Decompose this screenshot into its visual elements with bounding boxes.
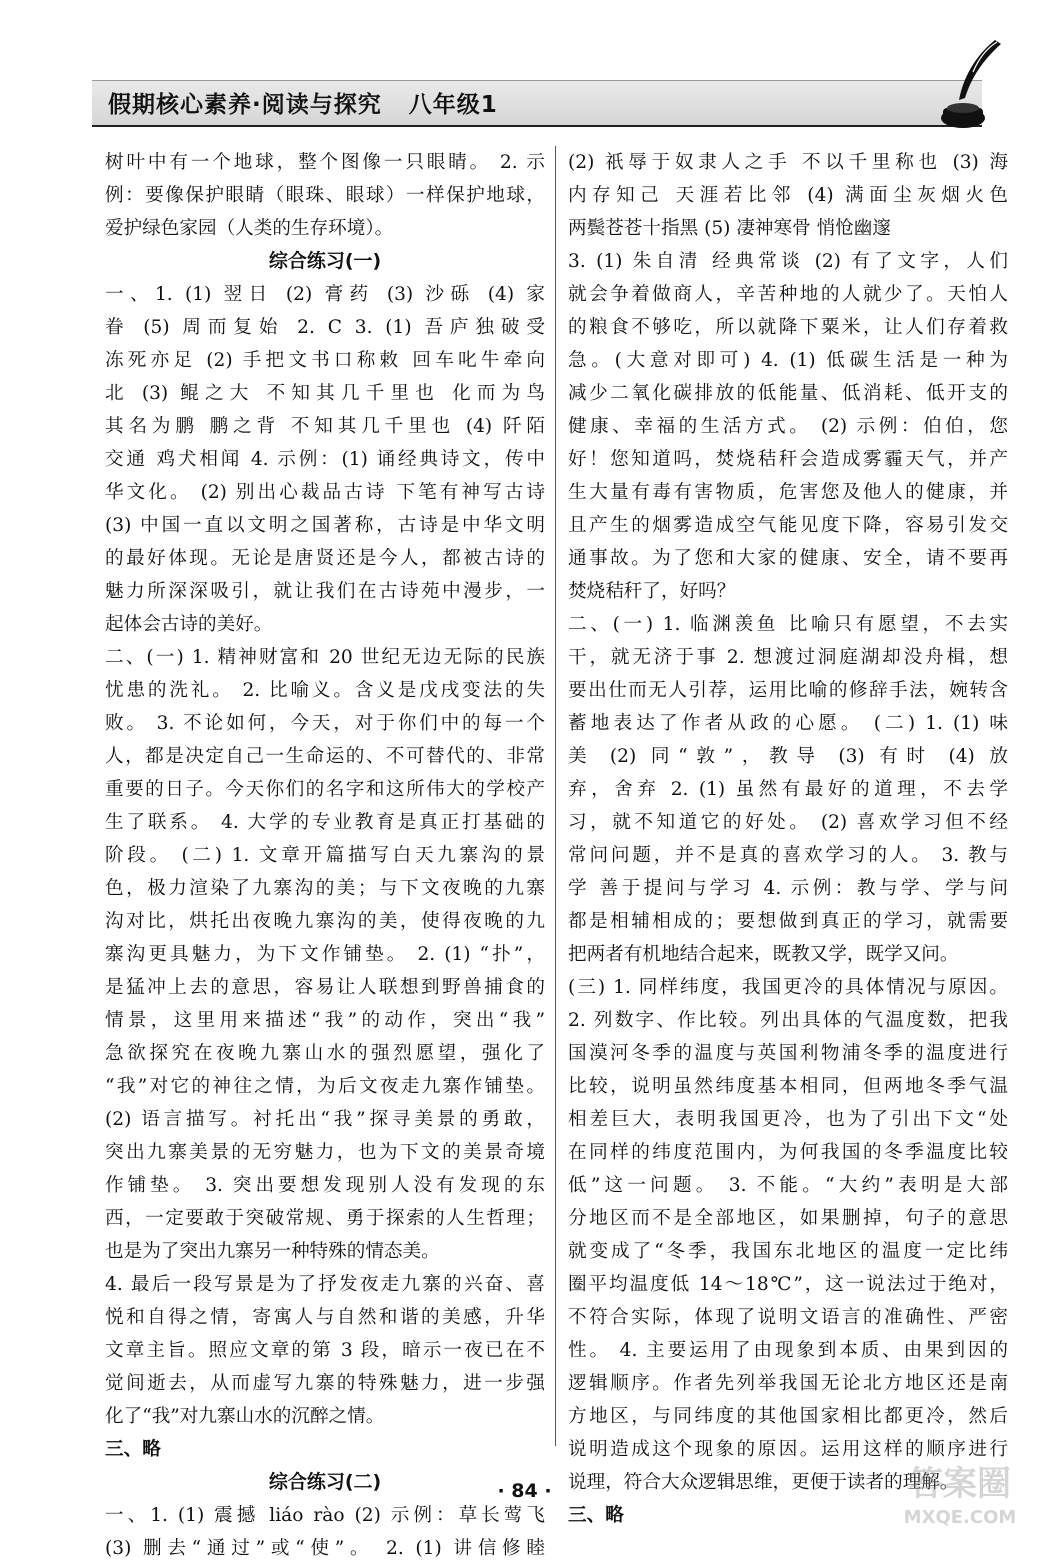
text-line: 西，一定要敢于突破常规、勇于探索的人生哲理； <box>105 1208 545 1229</box>
text-line: 蓄地表达了作者从政的心愿。 (二) 1. (1) 味 <box>568 713 1008 734</box>
text-line: 相差巨大，表明我国更冷，也为了引出下文“处 <box>568 1109 1008 1130</box>
text-line: 两鬓苍苍十指黑 (5) 凄神寒骨 悄怆幽邃 <box>568 218 891 239</box>
text-line: 的最好体现。无论是唐贤还是今人，都被古诗的 <box>105 548 545 569</box>
text-line: 性。 4. 主要运用了由现象到本质、由果到因的 <box>568 1340 1008 1361</box>
text-line: 眷 (5) 周而复始 2. C 3. (1) 吾庐独破受 <box>105 317 545 338</box>
text-line: 且产生的烟雾造成空气能见度下降，容易引发交 <box>568 515 1008 536</box>
column-divider <box>555 146 556 1446</box>
text-line: 的粮食不够吃，所以就降下粟米，让人们存着救 <box>568 317 1008 338</box>
text-line: 二、(一) 1. 临渊羡鱼 比喻只有愿望，不去实 <box>568 614 1008 635</box>
text-line: 急欲探究在夜晚九寨山水的强烈愿望，强化了 <box>105 1043 545 1064</box>
text-line: 干，就无济于事 2. 想渡过洞庭湖却没舟楫，想 <box>568 647 1008 668</box>
text-line: 焚烧秸秆了，好吗？ <box>568 581 736 602</box>
text-line: 把两者有机地结合起来，既教又学，既学又问。 <box>568 944 959 965</box>
text-line: 美 (2) 同“敦”，教导 (3) 有时 (4) 放 <box>568 746 1008 767</box>
section-heading: 三、略 <box>105 1439 161 1460</box>
watermark-logo <box>880 1455 1040 1530</box>
text-line: 分地区而不是全部地区，如果删掉，句子的意思 <box>568 1208 1008 1229</box>
header-title: 假期核心素养·阅读与探究 八年级1 <box>108 92 498 118</box>
section-title: 综合练习(二) <box>268 1471 382 1493</box>
text-line: 生大量有毒有害物质，危害您及他人的健康，并 <box>568 482 1008 503</box>
section-heading: 三、略 <box>568 1505 624 1526</box>
text-line: 是猛冲上去的意思，容易让人联想到野兽捕食的 <box>105 977 545 998</box>
text-line: 寨沟更具魅力，为下文作铺垫。 2. (1) “扑”， <box>105 944 545 965</box>
quill-ink-icon <box>935 38 1007 130</box>
text-line: “我”对它的神往之情，为后文夜走九寨作铺垫。 <box>105 1076 545 1097</box>
page-number: · 84 · <box>497 1480 552 1502</box>
text-line: (2) 语言描写。衬托出“我”探寻美景的勇敢， <box>105 1109 545 1130</box>
text-line: (3) 中国一直以文明之国著称，古诗是中华文明 <box>105 515 545 536</box>
text-line: 一、1. (1) 翌日 (2) 膏药 (3) 沙砾 (4) 家 <box>105 284 545 305</box>
text-line: 就变成了“冬季，我国东北地区的温度一定比纬 <box>568 1241 1008 1262</box>
text-line: 好！您知道吗，焚烧秸秆会造成雾霾天气，并产 <box>568 449 1008 470</box>
text-line: 化了“我”对九寨山水的沉醉之情。 <box>105 1406 385 1427</box>
text-line: 例：要像保护眼睛（眼珠、眼球）一样保护地球， <box>105 185 545 206</box>
text-line: 急。(大意对即可) 4. (1) 低碳生活是一种为 <box>568 350 1008 371</box>
text-line: 低”这一问题。 3. 不能。“大约”表明是大部 <box>568 1175 1008 1196</box>
text-line: 不符合实际，体现了说明文语言的准确性、严密 <box>568 1307 1008 1328</box>
section-title: 综合练习(一) <box>268 250 382 272</box>
text-line: 悦和自得之情，寄寓人与自然和谐的美感，升华 <box>105 1307 545 1328</box>
text-line: 也是为了突出九寨另一种特殊的情态美。 <box>105 1241 440 1262</box>
text-line: 生了联系。 4. 大学的专业教育是真正打基础的 <box>105 812 545 833</box>
text-line: 败。 3. 不论如何，今天，对于你们中的每一个 <box>105 713 545 734</box>
text-line: 在同样的纬度范围内，为何我国的冬季温度比较 <box>568 1142 1008 1163</box>
text-line: 冻死亦足 (2) 手把文书口称敕 回车叱牛牵向 <box>105 350 545 371</box>
text-line: 树叶中有一个地球，整个图像一只眼睛。 2. 示 <box>105 152 545 173</box>
text-line: 重要的日子。今天你们的名字和这所伟大的学校产 <box>105 779 545 800</box>
text-line: 北 (3) 鲲之大 不知其几千里也 化而为鸟 <box>105 383 545 404</box>
text-line: 阶段。 (二) 1. 文章开篇描写白天九寨沟的景 <box>105 845 545 866</box>
text-line: 突出九寨美景的无穷魅力，也为下文的美景奇境 <box>105 1142 545 1163</box>
text-line: 觉间逝去，从而虚写九寨的特殊魅力，进一步强 <box>105 1373 545 1394</box>
text-line: 比较，说明虽然纬度基本相同，但两地冬季气温 <box>568 1076 1008 1097</box>
text-line: 常问问题，并不是真的喜欢学习的人。 3. 教与 <box>568 845 1008 866</box>
text-line: 3. (1) 朱自清 经典常谈 (2) 有了文字，人们 <box>568 251 1008 272</box>
watermark-text-url: MXQE.COM <box>903 1507 1017 1528</box>
text-line: (2) 祇辱于奴隶人之手 不以千里称也 (3) 海 <box>568 152 1008 173</box>
text-line: 色，极力渲染了九寨沟的美；与下文夜晚的九寨 <box>105 878 545 899</box>
text-line: 就会争着做商人，辛苦种地的人就少了。天怕人 <box>568 284 1008 305</box>
text-line: 华文化。 (2) 别出心裁品古诗 下笔有神写古诗 <box>105 482 545 503</box>
text-line: 交通 鸡犬相闻 4. 示例：(1) 诵经典诗文，传中 <box>105 449 545 470</box>
text-line: 逻辑顺序。作者先列举我国无论北方地区还是南 <box>568 1373 1008 1394</box>
text-line: 弃，舍弃 2. (1) 虽然有最好的道理，不去学 <box>568 779 1008 800</box>
text-line: 4. 最后一段写景是为了抒发夜走九寨的兴奋、喜 <box>105 1274 545 1295</box>
text-line: 其名为鹏 鹏之背 不知其几千里也 (4) 阡陌 <box>105 416 545 437</box>
text-line: 一、1. (1) 震撼 liáo rào (2) 示例：草长莺飞 <box>105 1505 545 1526</box>
left-column <box>105 146 545 1565</box>
text-line: 二、(一) 1. 精神财富和 20 世纪无边无际的民族 <box>105 647 545 668</box>
text-line: 说明造成这个现象的原因。运用这样的顺序进行 <box>568 1439 1008 1460</box>
text-line: 都是相辅相成的；要想做到真正的学习，就需要 <box>568 911 1008 932</box>
text-line: 爱护绿色家园（人类的生存环境）。 <box>105 218 394 239</box>
text-line: 通事故。为了您和大家的健康、安全，请不要再 <box>568 548 1008 569</box>
text-line: 起体会古诗的美好。 <box>105 614 273 635</box>
watermark-text-main: 答案圈 <box>909 1464 1011 1504</box>
text-line: 文章主旨。照应文章的第 3 段，暗示一夜已在不 <box>105 1340 545 1361</box>
text-line: 内存知己 天涯若比邻 (4) 满面尘灰烟火色 <box>568 185 1008 206</box>
text-line: 国漠河冬季的温度与英国利物浦冬季的温度进行 <box>568 1043 1008 1064</box>
text-line: 忧患的洗礼。 2. 比喻义。含义是戊戌变法的失 <box>105 680 545 701</box>
text-line: 人，都是决定自己一生命运的、不可替代的、非常 <box>105 746 545 767</box>
text-line: (3) 删去“通过”或“使”。 2. (1) 讲信修睦 <box>105 1538 545 1559</box>
text-line: 健康、幸福的生活方式。 (2) 示例：伯伯，您 <box>568 416 1008 437</box>
text-line: 魅力所深深吸引，就让我们在古诗苑中漫步，一 <box>105 581 545 602</box>
text-line: (三) 1. 同样纬度，我国更冷的具体情况与原因。 <box>568 977 1008 998</box>
text-line: 情景，这里用来描述“我”的动作，突出“我” <box>105 1010 545 1031</box>
right-column <box>568 146 1008 1532</box>
text-line: 减少二氧化碳排放的低能量、低消耗、低开支的 <box>568 383 1008 404</box>
text-line: 学 善于提问与学习 4. 示例：教与学、学与问 <box>568 878 1008 899</box>
text-line: 作铺垫。 3. 突出要想发现别人没有发现的东 <box>105 1175 545 1196</box>
text-line: 说理，符合大众逻辑思维，更便于读者的理解。 <box>568 1472 959 1493</box>
text-line: 要出仕而无人引荐，运用比喻的修辞手法，婉转含 <box>568 680 1008 701</box>
text-line: 习，就不知道它的好处。 (2) 喜欢学习但不经 <box>568 812 1008 833</box>
text-line: 方地区，与同纬度的其他国家相比都更冷，然后 <box>568 1406 1008 1427</box>
text-line: 2. 列数字、作比较。列出具体的气温度数，把我 <box>568 1010 1008 1031</box>
text-line: 沟对比，烘托出夜晚九寨沟的美，使得夜晚的九 <box>105 911 545 932</box>
text-line: 圈平均温度低 14～18℃”，这一说法过于绝对， <box>568 1274 1008 1295</box>
